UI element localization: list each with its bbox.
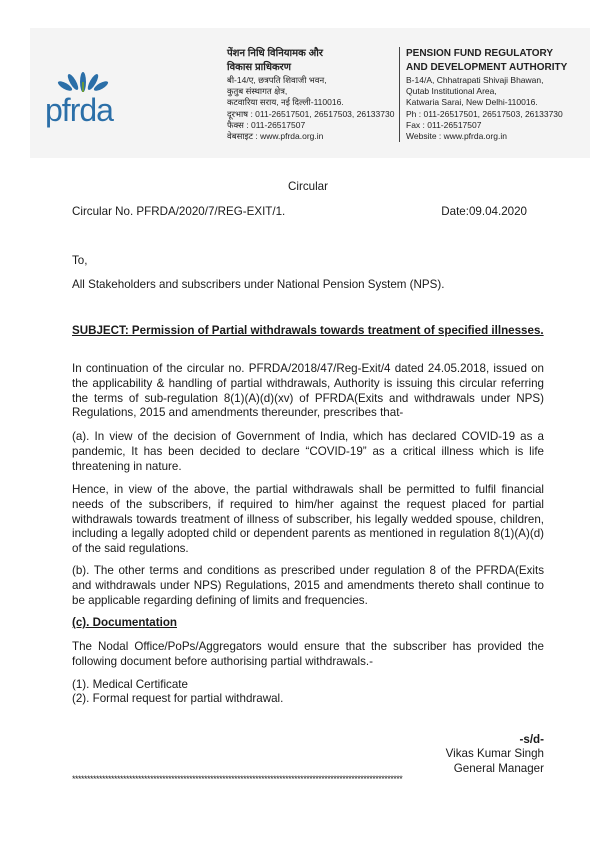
hindi-address [227, 47, 394, 142]
signatory-name: Vikas Kumar Singh [445, 747, 544, 760]
doc-heading: Circular [288, 180, 328, 193]
pfrda-logo [45, 52, 125, 142]
circular-date: Date:09.04.2020 [441, 205, 527, 218]
address-line: बी-14/ए, छत्रपति शिवाजी भवन, [227, 75, 327, 85]
subject: SUBJECT: Permission of Partial withdrawals towards treatment of specified illnesses. [72, 324, 544, 337]
section-c-heading: (c). Documentation [72, 616, 177, 629]
document-item: (2). Formal request for partial withdrawal. [72, 692, 284, 705]
separator-stars: ************************************************************************************************************** [72, 774, 403, 784]
addressee: All Stakeholders and subscribers under National Pension System (NPS). [72, 278, 445, 291]
signed-mark: -s/d- [519, 733, 544, 746]
paragraph-c: The Nodal Office/PoPs/Aggregators would ensure that the subscriber has provided the following document before authorising partial withdrawals.- [72, 640, 544, 668]
phone-line: दूरभाष : 011-26517501, 26517503, 26133730 [227, 108, 395, 119]
english-address [399, 47, 567, 142]
english-title: PENSION FUND REGULATORY [406, 48, 554, 59]
to-line: To, [72, 254, 88, 267]
website-line: वेबसाइट : www.pfrda.org.in [227, 131, 324, 142]
paragraph-b: (b). The other terms and conditions as prescribed under regulation 8 of the PFRDA(Exits and withdrawals under NPS) Regulations, 2015 and amendments thereto shall continue to be applicable regarding defining of limits and frequencies. [72, 564, 544, 607]
fax-line: फैक्स : 011-26517507 [227, 119, 306, 130]
hindi-title: विकास प्राधिकरण [227, 62, 291, 73]
english-title: AND DEVELOPMENT AUTHORITY [406, 62, 568, 73]
address-line: कटवारिया सराय, नई दिल्ली-110016. [227, 97, 344, 108]
paragraph-a: (a). In view of the decision of Government of India, which has declared COVID-19 as a pandemic, It has been decided to declare “COVID-19” as a critical illness which is life threatening in nature. [72, 430, 544, 473]
lotus-icon [53, 52, 113, 92]
address-line: B-14/A, Chhatrapati Shivaji Bhawan, [406, 75, 544, 85]
phone-line: Ph : 011-26517501, 26517503, 26133730 [406, 108, 563, 119]
address-line: Qutab Institutional Area, [406, 86, 497, 97]
circular-number: Circular No. PFRDA/2020/7/REG-EXIT/1. [72, 205, 286, 218]
fax-line: Fax : 011-26517507 [406, 119, 482, 130]
website-line: Website : www.pfrda.org.in [406, 131, 507, 142]
hindi-title: पेंशन निधि विनियामक और [227, 48, 323, 59]
address-line: कुतुब संस्थागत क्षेत्र, [227, 86, 288, 97]
address-line: Katwaria Sarai, New Delhi-110016. [406, 97, 538, 108]
logo-text: pfrda [45, 92, 113, 128]
paragraph-hence: Hence, in view of the above, the partial withdrawals shall be permitted to fulfil financial needs of the subscribers, if required to him/her against the request placed for partial withdrawals towards treatment of illness of subscriber, his legally wedded spouse, children, including a legally adopted child or dependent parents as mentioned in regulation 8(1)(A)(d) of the said regulations. [72, 483, 544, 556]
paragraph-intro: In continuation of the circular no. PFRDA/2018/47/Reg-Exit/4 dated 24.05.2018, issued on the applicability & handling of partial withdrawals, Authority is issuing this circular referring the terms of sub-regulation 8(1)(A)(d)(xv) of PFRDA(Exits and withdrawals under NPS) Regulations, 2015 and amendments thereunder, prescribes that- [72, 362, 544, 420]
signatory-designation: General Manager [453, 762, 544, 775]
document-item: (1). Medical Certificate [72, 678, 188, 691]
